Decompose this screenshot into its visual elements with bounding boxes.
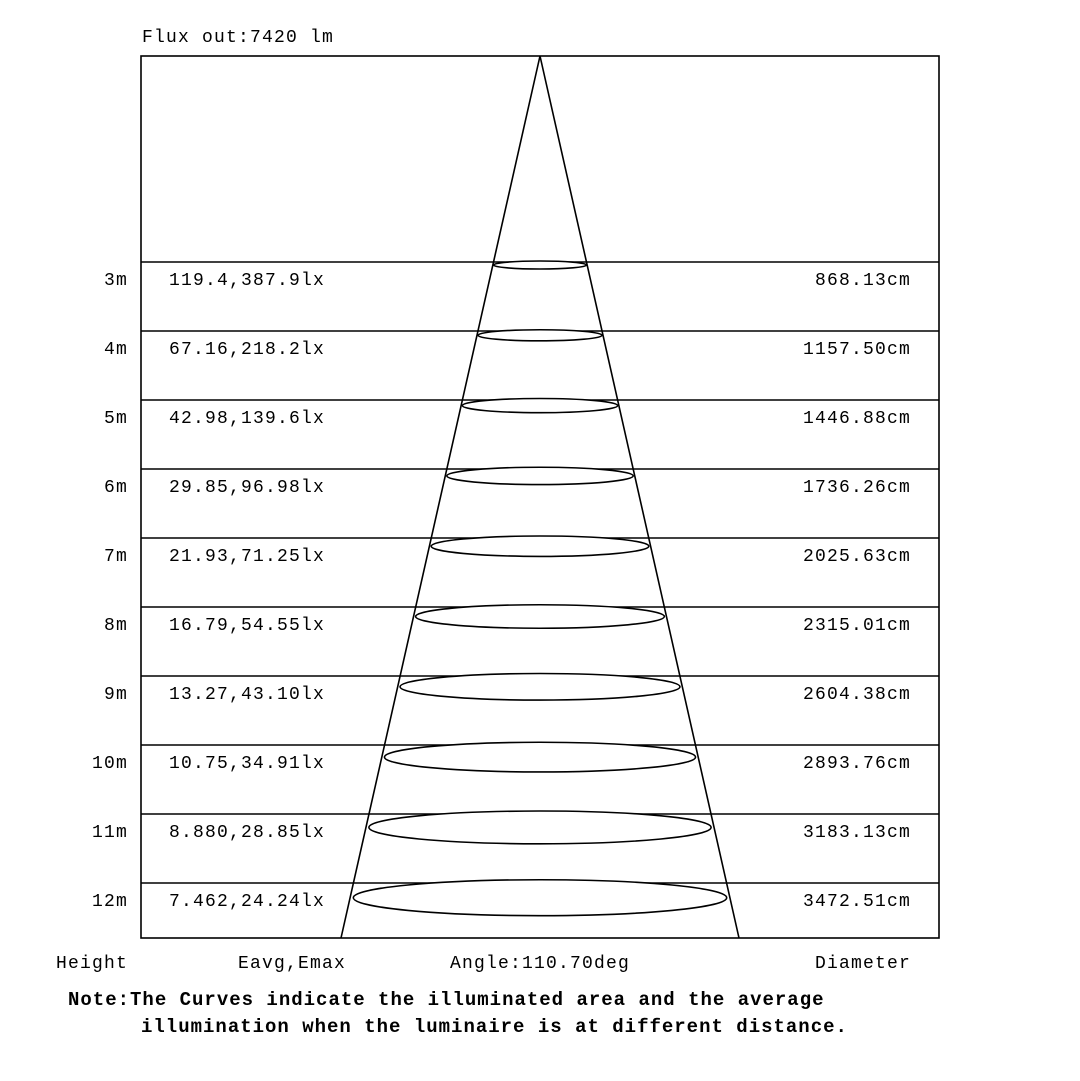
diameter-label: 1446.88cm bbox=[802, 409, 911, 429]
illuminated-area-ellipse bbox=[447, 467, 633, 484]
height-label: 12m bbox=[91, 892, 128, 912]
diameter-label: 2893.76cm bbox=[802, 754, 911, 774]
illuminated-area-ellipse bbox=[462, 399, 617, 413]
illuminance-label: 42.98,139.6lx bbox=[169, 409, 326, 429]
height-label: 8m bbox=[103, 616, 128, 636]
illuminance-label: 16.79,54.55lx bbox=[169, 616, 326, 636]
diameter-label: 3183.13cm bbox=[802, 823, 911, 843]
illuminance-label: 67.16,218.2lx bbox=[169, 340, 326, 360]
diameter-label: 2604.38cm bbox=[802, 685, 911, 705]
illuminated-area-ellipse bbox=[353, 880, 726, 916]
height-label: 9m bbox=[103, 685, 128, 705]
illuminance-label: 7.462,24.24lx bbox=[169, 892, 326, 912]
illuminance-label: 119.4,387.9lx bbox=[169, 271, 326, 291]
illuminance-label: 10.75,34.91lx bbox=[169, 754, 326, 774]
illuminated-area-ellipse bbox=[369, 811, 711, 844]
note-line-1: Note:The Curves indicate the illuminated area and the average bbox=[68, 989, 825, 1011]
height-label: 4m bbox=[103, 340, 128, 360]
illuminance-label: 8.880,28.85lx bbox=[169, 823, 326, 843]
illuminated-area-ellipse bbox=[384, 742, 695, 772]
illuminated-area-ellipse bbox=[400, 674, 680, 701]
diameter-label: 1157.50cm bbox=[802, 340, 911, 360]
distance-rows bbox=[92, 261, 939, 916]
illuminated-area-ellipse bbox=[494, 261, 587, 269]
height-label: 6m bbox=[103, 478, 128, 498]
illuminance-label: 13.27,43.10lx bbox=[169, 685, 326, 705]
height-label: 7m bbox=[103, 547, 128, 567]
beam-right-edge bbox=[540, 56, 739, 938]
height-label: 11m bbox=[91, 823, 128, 843]
illuminated-area-ellipse bbox=[431, 536, 649, 556]
beam-left-edge bbox=[341, 56, 540, 938]
diameter-label: 2315.01cm bbox=[802, 616, 911, 636]
diameter-label: 1736.26cm bbox=[802, 478, 911, 498]
illuminated-area-ellipse bbox=[416, 605, 665, 629]
illuminance-label: 29.85,96.98lx bbox=[169, 478, 326, 498]
height-header: Height bbox=[55, 954, 128, 974]
diameter-label: 3472.51cm bbox=[802, 892, 911, 912]
height-label: 10m bbox=[91, 754, 128, 774]
diameter-label: 868.13cm bbox=[814, 271, 911, 291]
height-label: 5m bbox=[103, 409, 128, 429]
note-line-2: illumination when the luminaire is at different distance. bbox=[141, 1016, 848, 1038]
illuminated-area-ellipse bbox=[478, 330, 602, 341]
height-label: 3m bbox=[103, 271, 128, 291]
eavg-emax-header: Eavg,Emax bbox=[237, 954, 346, 974]
illuminance-label: 21.93,71.25lx bbox=[169, 547, 326, 567]
flux-label: Flux out:7420 lm bbox=[142, 28, 335, 48]
diameter-label: 2025.63cm bbox=[802, 547, 911, 567]
beam-angle-label: Angle:110.70deg bbox=[449, 954, 631, 974]
diameter-header: Diameter bbox=[814, 954, 911, 974]
